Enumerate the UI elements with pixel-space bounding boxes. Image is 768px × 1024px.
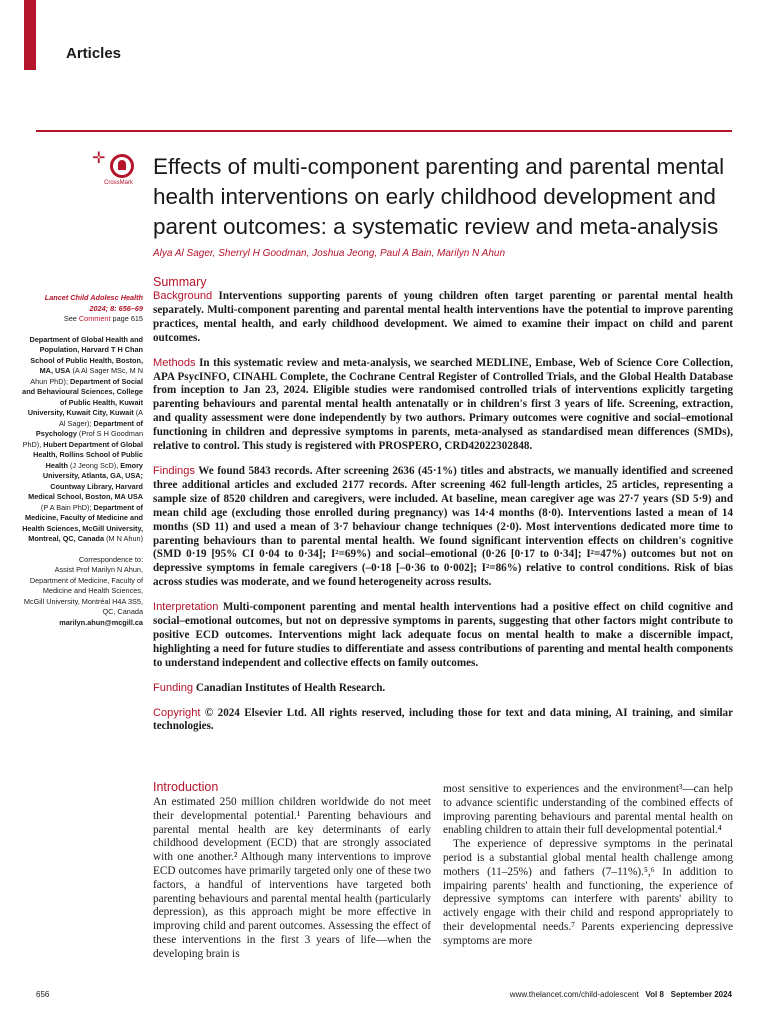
affiliation-name: Department of Psychology: [35, 418, 143, 438]
author-list: Alya Al Sager, Sherryl H Goodman, Joshua Jeong, Paul A Bain, Marilyn N Ahun: [153, 248, 506, 259]
abstract-label: Background: [153, 290, 213, 302]
sidebar: [22, 293, 143, 638]
affiliation-people: (P A Bain PhD);: [40, 502, 92, 512]
abstract-funding: [153, 682, 733, 696]
abstract-text: © 2024 Elsevier Ltd. All rights reserved, including those for text and data mining, AI training, and similar technologies.: [153, 706, 733, 733]
abstract-text: Interventions supporting parents of young children often target parenting or parental mental health separately. Multi-component parenting and parental mental health interventions have the potential to improve parenting practices, mental health, and early childhood development. We aimed to examine their impact on child and parent outcomes.: [153, 290, 733, 344]
abstract-interpretation: [153, 601, 733, 671]
header-rule: [36, 130, 732, 132]
abstract-methods: [153, 357, 733, 454]
page-number: 656: [36, 990, 50, 999]
body-paragraph: The experience of depressive symptoms in the perinatal period is a substantial global mental health challenge among mothers (11–25%) and fathers (7–11%).⁵,⁶ In addition to impairing parents' health and functioning, the experience of depressive symptoms can interfere with parents' ability to actively engage with their child and respond appropriately to their developmental needs.⁷ Parents experiencing depressive symptoms are more: [443, 838, 733, 947]
affiliation-name: Emory University, Atlanta, GA, USA; Countway Library, Harvard Medical School, Boston, MA USA: [28, 460, 143, 501]
article-title: Effects of multi-component parenting and parental mental health interventions on early childhood development and parent outcomes: a systematic review and meta-analysis: [153, 154, 725, 239]
affiliation-name: Department of Medicine, Faculty of Medicine and Health Sciences, McGill University, Montreal, QC, Canada: [22, 502, 143, 543]
abstract-copyright: [153, 707, 733, 735]
affiliation-people: (A Al Sager MSc, M N Ahun PhD);: [30, 366, 143, 386]
body-paragraph: An estimated 250 million children worldwide do not meet their developmental potential.¹ Parenting behaviours and parental mental health are key determinants of early childhood development (ECD) that are strongly associated with one another.² Although many interventions to improve ECD outcomes have primarily targeted only one of these two factors, a handful of interventions have targeted both parenting behaviours and parental mental health (particularly depression), as this approach might be more effective in improving child and parent outcomes. Assessing the effect of these interventions in the first 3 years of life—when the developing brain is: [153, 796, 431, 960]
journal-name: Lancet Child Adolesc Health: [44, 293, 143, 302]
crossmark-label: CrossMark: [104, 180, 134, 186]
abstract: [153, 290, 733, 745]
correspondence-label: Correspondence to:: [78, 554, 143, 564]
abstract-label: Findings: [153, 464, 195, 477]
section-label: Articles: [66, 45, 122, 62]
footer-info: [510, 990, 732, 999]
abstract-findings: [153, 465, 733, 590]
cursor-icon: ✛: [92, 148, 106, 167]
correspondence-name: Assist Prof Marilyn N Ahun,: [54, 565, 143, 574]
crossmark-badge-icon: [110, 154, 134, 178]
footer-volume: Vol 8: [645, 990, 664, 999]
affiliation-people: (Prof S H Goodman PhD),: [22, 429, 143, 449]
correspondence-email[interactable]: marilyn.ahun@mcgill.ca: [59, 617, 143, 627]
abstract-text: Multi-component parenting and mental health interventions had a positive effect on child cognitive and social–emotional outcomes, but not on depressive symptoms in parents, suggesting that other factors might contribute to positive ECD outcomes. Interventions might lack adequate focus on mental health to make a discernible impact, highlighting a need for future studies to differentiate and assess contributions of parenting and mental health components to understand independent and collective effects on family outcomes.: [153, 601, 733, 669]
affiliation-name: Department of Social and Behavioural Sciences, College of Public Health, Kuwait University, Kuwait City, Kuwait: [22, 376, 143, 417]
affiliation-name: Department of Global Health and Population, Harvard T H Chan School of Public Health, Boston, MA, USA: [29, 334, 143, 375]
body-paragraph: most sensitive to experiences and the environment³—can help to advance scientific understanding of the combined effects of improving parenting behaviours and parental mental health on enabling children to attain their full developmental potential.⁴: [443, 783, 733, 837]
abstract-label: Funding: [153, 681, 194, 694]
abstract-label: Interpretation: [153, 601, 219, 614]
abstract-text: We found 5843 records. After screening 2636 (45·1%) titles and abstracts, we manually identified and screened three additional articles and excluded 2177 records. After screening 462 full-length articles, 25 articles, representing a sample size of 8520 children and caregivers, were included. At baseline, mean caregiver age was 27·7 years (SD 5·9) and mean child age (excluding those enrolled during pregnancy) was 14·4 months (8·0). Interventions lasted a mean of 14 months (SD 11) and used a mean of 3·7 behaviour change techniques (2·0). Most interventions dedicated more time to parenting behaviours than to parental mental health. We found significant intervention effects on children's cognitive (SMD 0·19 [95% CI 0·04 to 0·34]; I²=69%) and social–emotional (0·26 [0·17 to 0·34]; I²=47%) outcomes but not on depressive symptoms in female caregivers (–0·18 [–0·36 to 0·002]; I²=86%) relative to control conditions. Risk of bias across studies was moderate, and we found heterogeneity across results.: [153, 464, 733, 589]
body-column-left: [153, 796, 431, 962]
abstract-text: Canadian Institutes of Health Research.: [193, 681, 386, 694]
correspondence-address: Department of Medicine, Faculty of Medicine and Health Sciences, McGill University, Montréal H4A 3S5, QC, Canada: [23, 575, 143, 616]
affiliations: [22, 335, 143, 545]
correspondence: [22, 555, 143, 629]
see-suffix: page 615: [110, 314, 143, 323]
affiliation-people: (M N Ahun): [106, 534, 143, 543]
body-column-right: [443, 783, 733, 949]
abstract-text: In this systematic review and meta-analysis, we searched MEDLINE, Embase, Web of Science Core Collection, APA PsycINFO, CINAHL Complete, the Cochrane Central Register of Controlled Trials, and the Global Health Database from inception to Jan 23, 2024. Eligible studies were randomised controlled trials of interventions explicitly targeting parenting behaviours and parental mental health antenatally or in children's first 3 years of life. Screening, extraction, and quality assessment were done independently by two authors. Primary outcomes were cognitive and social–emotional functioning in children and depressive symptoms in parents, meta-analysed as standardised mean differences (SMDs), relative to control. This study is registered with PROSPERO, CRD42022302848.: [153, 356, 733, 453]
footer-url[interactable]: www.thelancet.com/child-adolescent: [509, 990, 639, 999]
citation-block: [22, 293, 143, 325]
abstract-background: [153, 290, 733, 346]
affiliation-people: (J Jeong ScD),: [69, 460, 119, 470]
brand-bar: [24, 0, 36, 70]
abstract-label: Methods: [153, 356, 196, 369]
summary-heading: Summary: [153, 275, 207, 289]
abstract-label: Copyright: [153, 706, 201, 719]
affiliation-people: (A Al Sager);: [59, 408, 143, 428]
citation: 2024; 8: 656–69: [89, 303, 143, 313]
footer-date: September 2024: [670, 990, 732, 999]
introduction-heading: Introduction: [153, 780, 219, 794]
see-prefix: See: [63, 314, 79, 323]
affiliation-name: Hubert Department of Global Health, Rollins School of Public Health: [33, 439, 143, 470]
crossmark-logo[interactable]: [92, 150, 144, 190]
comment-link[interactable]: Comment: [78, 314, 111, 323]
